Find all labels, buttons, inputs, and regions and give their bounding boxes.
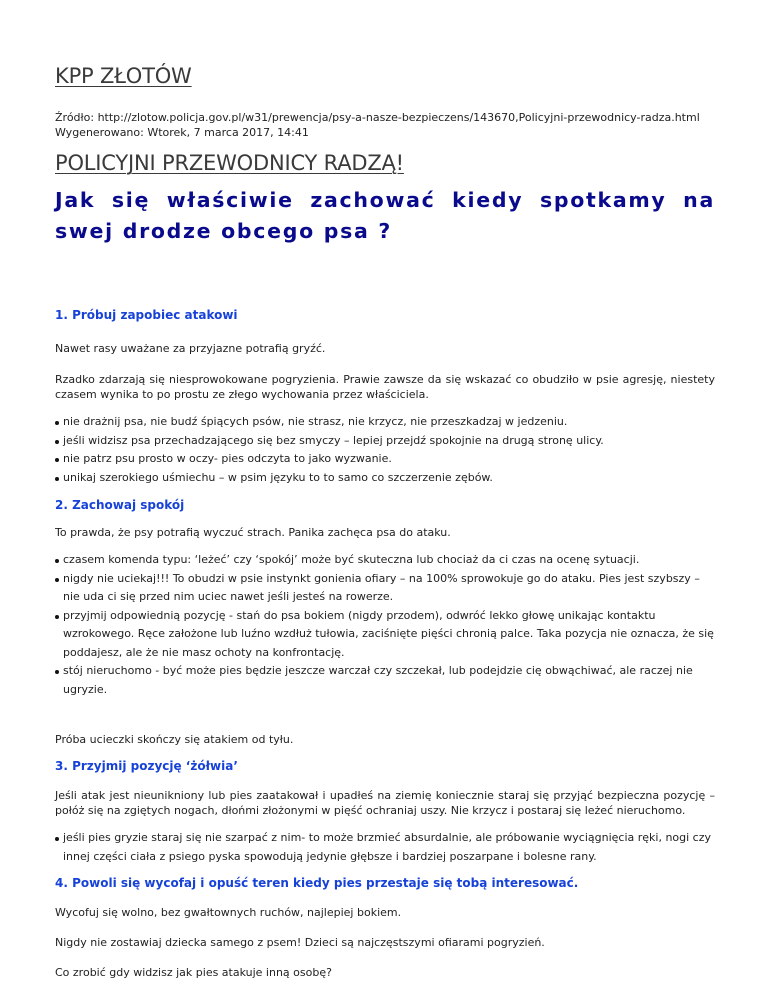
source-line: Źródło: http://zlotow.policja.gov.pl/w31/prewencja/psy-a-nasze-bezpieczens/143670,Policyjni-przewodnicy-radza.html (55, 111, 700, 124)
list-item: nie patrz psu prosto w oczy- pies odczyta to jako wyzwanie. (63, 450, 715, 469)
paragraph: Nawet rasy uważane za przyjazne potrafią gryźć. (55, 342, 326, 355)
bullet-list (55, 413, 715, 487)
paragraph: Jeśli atak jest nieunikniony lub pies zaatakował i upadłeś na ziemię koniecznie staraj się przyjąć bezpieczna pozycję – połóż się na zgiętych nogach, dłońmi złożonymi w pięść ochraniaj uszy. Nie krzycz i postaraj się leżeć nieruchomo. (55, 789, 715, 817)
list-item: jeśli pies gryzie staraj się nie szarpać z nim- to może brzmieć absurdalnie, ale próbowanie wyciągnięcia ręki, nogi czy innej części ciała z psiego pyska spowodują jedynie głębsze i bardziej poszarpane i bolesne rany. (63, 829, 715, 866)
list-item: nigdy nie uciekaj!!! To obudzi w psie instynkt gonienia ofiary – na 100% sprowokuje go do ataku. Pies jest szybszy – nie uda ci się przed nim uciec nawet jeśli jesteś na rowerze. (63, 570, 715, 607)
bullet-list (55, 551, 715, 699)
paragraph: Próba ucieczki skończy się atakiem od tyłu. (55, 733, 294, 746)
site-title[interactable]: KPP ZŁOTÓW (55, 64, 192, 88)
paragraph: Wycofuj się wolno, bez gwałtownych ruchów, najlepiej bokiem. (55, 906, 402, 919)
section-heading-2: 2. Zachowaj spokój (55, 498, 185, 512)
paragraph: Nigdy nie zostawiaj dziecka samego z psem! Dzieci są najczęstszymi ofiarami pogryzień. (55, 936, 545, 949)
section-heading-3: 3. Przyjmij pozycję ‘żółwia’ (55, 759, 238, 773)
generated-line: Wygenerowano: Wtorek, 7 marca 2017, 14:41 (55, 126, 309, 139)
paragraph: Co zrobić gdy widzisz jak pies atakuje inną osobę? (55, 966, 332, 979)
list-item: czasem komenda typu: ‘leżeć’ czy ‘spokój’ może być skuteczna lub chociaż da ci czas na ocenę sytuacji. (63, 551, 715, 570)
list-item: przyjmij odpowiednią pozycję - stań do psa bokiem (nigdy przodem), odwróć lekko głowę unikając kontaktu wzrokowego. Ręce założone lub luźno wzdłuż tułowia, zaciśnięte pięści chronią palce. Taka pozycja nie oznacza, że się poddajesz, ale że nie masz ochoty na konfrontację. (63, 607, 715, 663)
list-item: nie drażnij psa, nie budź śpiących psów, nie strasz, nie krzycz, nie przeszkadzaj w jedzeniu. (63, 413, 715, 432)
section-heading-4: 4. Powoli się wycofaj i opuść teren kiedy pies przestaje się tobą interesować. (55, 876, 579, 890)
list-item: stój nieruchomo - być może pies będzie jeszcze warczał czy szczekał, lub podejdzie cię obwąchiwać, ale raczej nie ugryzie. (63, 662, 715, 699)
meta-info (55, 110, 700, 140)
paragraph: Rzadko zdarzają się niesprowokowane pogryzienia. Prawie zawsze da się wskazać co obudziło w psie agresję, niestety czasem wynika to po prostu ze złego wychowania przez właściciela. (55, 373, 715, 401)
page-title[interactable]: POLICYJNI PRZEWODNICY RADZĄ! (55, 151, 404, 175)
list-item: unikaj szerokiego uśmiechu – w psim języku to to samo co szczerzenie zębów. (63, 469, 715, 488)
article-headline: Jak się właściwie zachować kiedy spotkamy na swej drodze obcego psa ? (55, 188, 715, 243)
section-heading-1: 1. Próbuj zapobiec atakowi (55, 308, 238, 322)
list-item: jeśli widzisz psa przechadzającego się bez smyczy – lepiej przejdź spokojnie na drugą stronę ulicy. (63, 432, 715, 451)
bullet-list (55, 829, 715, 866)
paragraph: To prawda, że psy potrafią wyczuć strach. Panika zachęca psa do ataku. (55, 526, 451, 539)
article-body (55, 308, 715, 980)
